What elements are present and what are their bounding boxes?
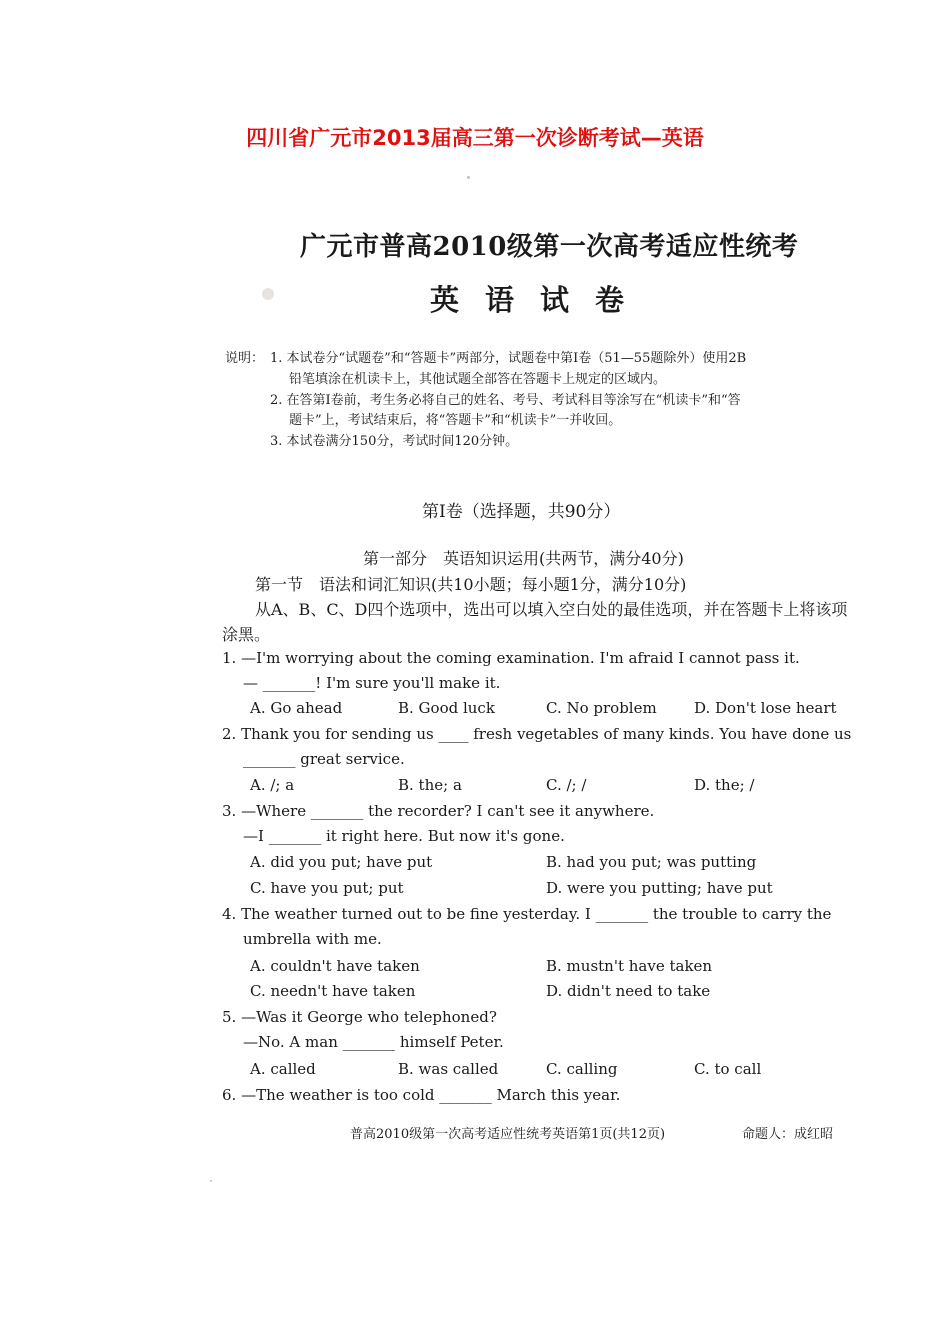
answer-option: A. Go ahead (250, 699, 343, 717)
answer-option: A. couldn't have taken (250, 957, 420, 975)
answer-option: D. were you putting; have put (546, 879, 773, 897)
question-stem: 5. —Was it George who telephoned? (222, 1008, 497, 1026)
answer-option: C. calling (546, 1060, 618, 1078)
answer-option: D. didn't need to take (546, 982, 711, 1000)
notes-line: 2. 在答第Ⅰ卷前，考生务必将自己的姓名、考号、考试科目等涂写在“机读卡”和“答 (270, 393, 741, 408)
answer-option: B. Good luck (398, 699, 495, 717)
volume-heading: 第Ⅰ卷（选择题，共90分） (422, 502, 621, 522)
scan-speck (262, 288, 274, 300)
question-stem: 3. —Where _______ the recorder? I can't see it anywhere. (222, 802, 655, 820)
part-heading: 第一部分 英语知识运用(共两节，满分40分) (363, 549, 684, 568)
exam-title: 广元市普高2010级第一次高考适应性统考 (300, 232, 799, 262)
notes-line: 铅笔填涂在机读卡上，其他试题全部答在答题卡上规定的区域内。 (289, 372, 667, 387)
answer-option: C. No problem (546, 699, 657, 717)
question-stem: 2. Thank you for sending us ____ fresh vegetables of many kinds. You have done us (222, 725, 852, 743)
subject-title: 英语试卷 (430, 283, 651, 317)
question-stem: — _______! I'm sure you'll make it. (243, 674, 501, 692)
answer-option: D. the; / (694, 776, 755, 794)
answer-option: B. was called (398, 1060, 499, 1078)
document-title: 四川省广元市2013届高三第一次诊断考试—英语 (246, 126, 704, 150)
answer-option: B. had you put; was putting (546, 853, 757, 871)
question-stem: 4. The weather turned out to be fine yesterday. I _______ the trouble to carry the (222, 905, 832, 923)
question-stem: —I _______ it right here. But now it's gone. (243, 827, 565, 845)
answer-option: B. the; a (398, 776, 462, 794)
answer-option: C. to call (694, 1060, 762, 1078)
notes-label: 说明： (225, 351, 265, 366)
page-footer-info: 普高2010级第一次高考适应性统考英语第1页(共12页) (350, 1127, 666, 1142)
question-stem: —No. A man _______ himself Peter. (243, 1033, 504, 1051)
page-footer-author: 命题人：成红昭 (742, 1127, 834, 1142)
answer-option: A. did you put; have put (250, 853, 433, 871)
section-heading: 第一节 语法和词汇知识(共10小题；每小题1分，满分10分) (255, 575, 687, 594)
instruction-line: 涂黑。 (222, 625, 271, 644)
answer-option: A. called (250, 1060, 316, 1078)
answer-option: C. /; / (546, 776, 587, 794)
question-stem: 1. —I'm worrying about the coming examination. I'm afraid I cannot pass it. (222, 649, 800, 667)
answer-option: C. needn't have taken (250, 982, 416, 1000)
notes-line: 1. 本试卷分“试题卷”和“答题卡”两部分，试题卷中第Ⅰ卷（51—55题除外）使用2B (270, 351, 747, 366)
scan-speck (467, 176, 470, 179)
notes-line: 3. 本试卷满分150分，考试时间120分钟。 (270, 434, 519, 449)
question-stem: _______ great service. (243, 750, 405, 768)
answer-option: B. mustn't have taken (546, 957, 713, 975)
question-stem: 6. —The weather is too cold _______ March this year. (222, 1086, 621, 1104)
question-stem: umbrella with me. (243, 930, 382, 948)
answer-option: A. /; a (250, 776, 295, 794)
scan-speck (210, 1180, 212, 1182)
answer-option: C. have you put; put (250, 879, 404, 897)
answer-option: D. Don't lose heart (694, 699, 837, 717)
notes-line: 题卡”上，考试结束后，将“答题卡”和“机读卡”一并收回。 (289, 413, 622, 428)
instruction-line: 从A、B、C、D四个选项中，选出可以填入空白处的最佳选项，并在答题卡上将该项 (255, 600, 848, 619)
